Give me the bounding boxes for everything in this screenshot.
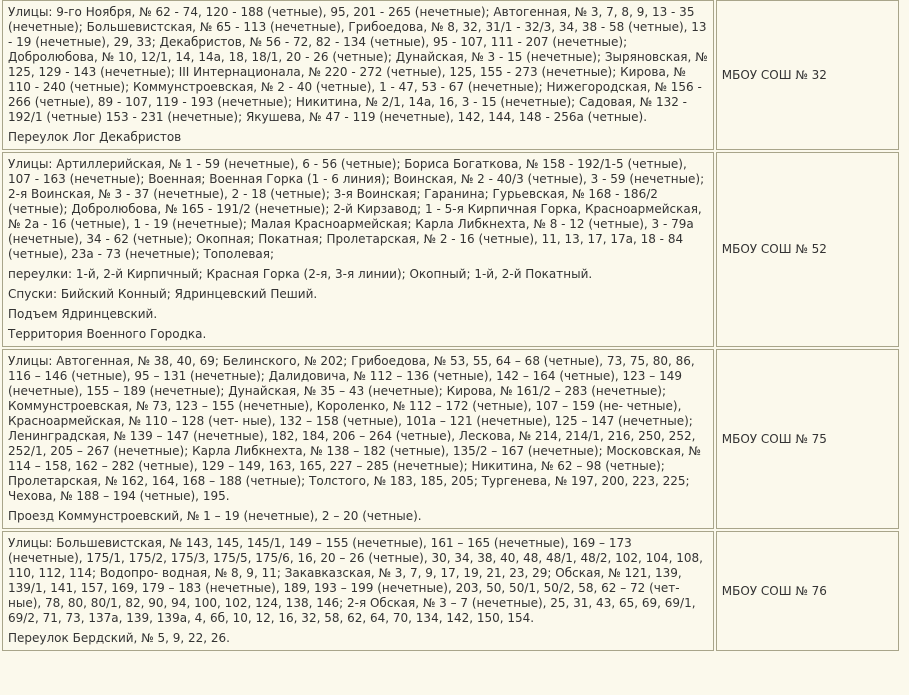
addresses-cell bbox=[2, 0, 714, 150]
address-paragraph: Улицы: Артиллерийская, № 1 - 59 (нечетные), 6 - 56 (четные); Бориса Богаткова, № 158 - 192/1-5 (четные), 107 - 163 (нечетные); Военная; Военная Горка (1 - 6 линия); Воинская, № 2 - 40/3 (четные), 3 - 59 (нечетные); 2-я Воинская, № 3 - 37 (нечетные), 2 - 18 (четные); 3-я Воинская; Гаранина; Гурьевская, № 168 - 186/2 (четные); Добролюбова, № 165 - 191/2 (нечетные); 2-й Кирзавод; 1 - 5-я Кирпичная Горка, Красноармейская, № 2а - 16 (четные), 1 - 19 (нечетные); Малая Красноармейская; Карла Либкнехта, № 8 - 12 (четные), 3 - 79а (нечетные), 34 - 62 (четные); Окопная; Покатная; Пролетарская, № 2 - 16 (четные), 11, 13, 17, 17а, 18 - 84 (четные), 23а - 73 (нечетные); Тополевая; bbox=[8, 157, 705, 261]
address-paragraph: Переулок Лог Декабристов bbox=[8, 130, 182, 144]
school-cell: МБОУ СОШ № 76 bbox=[716, 531, 899, 651]
table-row bbox=[2, 531, 899, 651]
address-paragraph: Переулок Бердский, № 5, 9, 22, 26. bbox=[8, 631, 230, 645]
addresses-cell bbox=[2, 152, 714, 347]
school-cell: МБОУ СОШ № 52 bbox=[716, 152, 899, 347]
addresses-cell bbox=[2, 349, 714, 529]
address-paragraph: переулки: 1-й, 2-й Кирпичный; Красная Горка (2-я, 3-я линии); Окопный; 1-й, 2-й Покатный. bbox=[8, 267, 593, 281]
address-paragraph: Подъем Ядринцевский. bbox=[8, 307, 158, 321]
addresses-cell bbox=[2, 531, 714, 651]
address-paragraph: Спуски: Бийский Конный; Ядринцевский Пеший. bbox=[8, 287, 318, 301]
address-paragraph: Проезд Коммунстроевский, № 1 – 19 (нечетные), 2 – 20 (четные). bbox=[8, 509, 422, 523]
school-cell: МБОУ СОШ № 75 bbox=[716, 349, 899, 529]
address-paragraph: Улицы: Большевистская, № 143, 145, 145/1, 149 – 155 (нечетные), 161 – 165 (нечетные), 169 – 173 (нечетные), 175/1, 175/2, 175/3, 175/5, 175/6, 16, 20 – 26 (четные), 30, 34, 38, 40, 48, 48/1, 48/2, 102, 104, 108, 110, 112, 114; Водопро- водная, № 8, 9, 11; Закавказская, № 3, 7, 9, 17, 19, 21, 23, 29; Обская, № 121, 139, 139/1, 141, 157, 169, 179 – 183 (нечетные), 189, 193 – 199 (нечетные), 203, 50, 50/1, 50/2, 58, 62 – 72 (чет- ные), 78, 80, 80/1, 82, 90, 94, 100, 102, 124, 138, 146; 2-я Обская, № 3 – 7 (нечетные), 25, 31, 43, 65, 69, 69/1, 69/2, 71, 73, 137а, 139, 139а, 4, 6б, 10, 12, 16, 32, 58, 62, 64, 70, 134, 142, 150, 154. bbox=[8, 536, 703, 625]
table-row bbox=[2, 349, 899, 529]
school-cell: МБОУ СОШ № 32 bbox=[716, 0, 899, 150]
address-paragraph: Улицы: 9-го Ноября, № 62 - 74, 120 - 188 (четные), 95, 201 - 265 (нечетные); Автогенная, № 3, 7, 8, 9, 13 - 35 (нечетные); Большевистская, № 65 - 113 (нечетные), Грибоедова, № 8, 32, 31/1 - 32/3, 34, 38 - 58 (четные), 13 - 19 (нечетные), 29, 33; Декабристов, № 56 - 72, 82 - 134 (четные), 95 - 107, 111 - 207 (нечетные); Добролюбова, № 10, 12/1, 14, 14а, 18, 18/1, 20 - 26 (четные); Дунайская, № 3 - 15 (нечетные); Зыряновская, № 125, 129 - 143 (нечетные); III Интернационала, № 220 - 272 (четные), 125, 155 - 273 (нечетные); Кирова, № 110 - 240 (четные); Коммунстроевская, № 2 - 40 (четные), 1 - 47, 53 - 67 (нечетные); Нижегородская, № 156 - 266 (четные), 89 - 107, 119 - 193 (нечетные); Никитина, № 2/1, 14а, 16, 3 - 15 (нечетные); Садовая, № 132 - 192/1 (четные) 153 - 231 (нечетные); Якушева, № 47 - 119 (нечетные), 142, 144, 148 - 256а (четные). bbox=[8, 5, 708, 124]
address-paragraph: Улицы: Автогенная, № 38, 40, 69; Белинского, № 202; Грибоедова, № 53, 55, 64 – 68 (четные), 73, 75, 80, 86, 116 – 146 (четные), 95 – 131 (нечетные); Далидовича, № 112 – 136 (четные), 142 – 164 (четные), 123 – 149 (нечетные), 155 – 189 (нечетные); Дунайская, № 35 – 43 (нечетные); Кирова, № 161/2 – 283 (нечетные); Коммунстроевская, № 73, 123 – 155 (нечетные), Короленко, № 112 – 172 (четные), 107 – 159 (не- четные), Красноармейская, № 110 – 128 (чет- ные), 132 – 158 (четные), 101а – 121 (нечетные), 125 – 147 (нечетные); Ленинградская, № 139 – 147 (нечетные), 182, 184, 206 – 264 (четные), Лескова, № 214, 214/1, 216, 250, 252, 252/1, 205 – 267 (нечетные); Карла Либкнехта, № 138 – 182 (четные), 135/2 – 167 (нечетные); Московская, № 114 – 158, 162 – 282 (четные), 129 – 149, 163, 165, 227 – 285 (нечетные); Никитина, № 62 – 98 (четные); Пролетарская, № 162, 164, 168 – 188 (четные); Толстого, № 183, 185, 205; Тургенева, № 197, 200, 223, 225; Чехова, № 188 – 194 (четные), 195. bbox=[8, 354, 701, 503]
table-row bbox=[2, 0, 899, 150]
table-row bbox=[2, 152, 899, 347]
address-paragraph: Территория Военного Городка. bbox=[8, 327, 207, 341]
